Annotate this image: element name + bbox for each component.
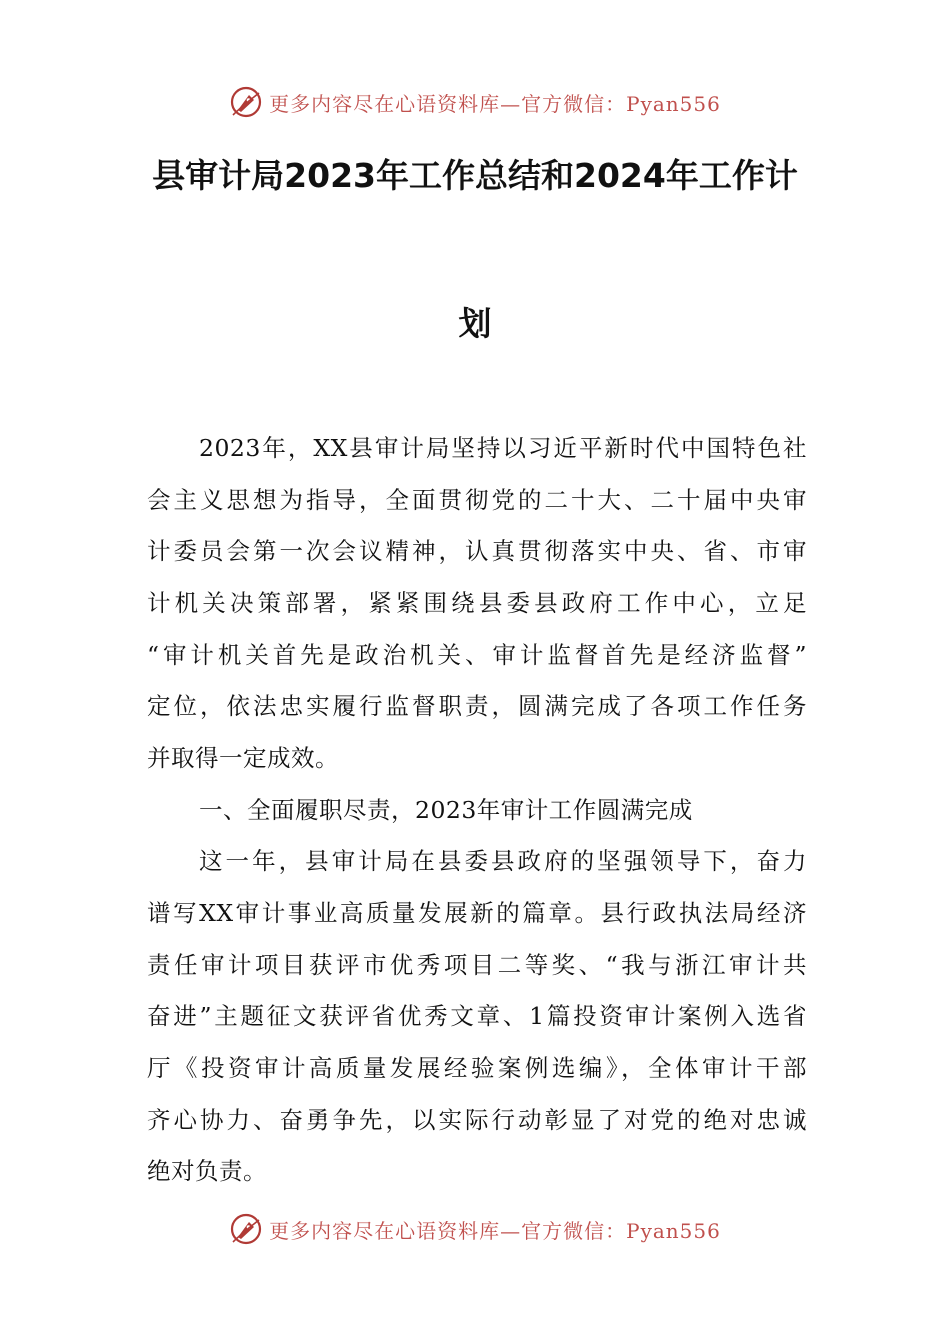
pen-nib-logo-icon xyxy=(229,1212,263,1246)
header-banner-text: 更多内容尽在心语资料库—官方微信：Pyan556 xyxy=(269,91,721,116)
body-line: 2023年，XX县审计局坚持以习近平新时代中国特色社 xyxy=(199,434,807,462)
body-line: 厅《投资审计高质量发展经验案例选编》，全体审计干部 xyxy=(147,1054,807,1082)
body-line: 谱写XX审计事业高质量发展新的篇章。县行政执法局经济 xyxy=(147,899,807,927)
body-line: “审计机关首先是政治机关、审计监督首先是经济监督” xyxy=(147,641,807,669)
header-banner xyxy=(0,82,950,122)
document-title-line-1: 县审计局2023年工作总结和2024年工作计 xyxy=(152,156,798,195)
document-title-line-2: 划 xyxy=(458,304,492,343)
body-line: 计机关决策部署，紧紧围绕县委县政府工作中心，立足 xyxy=(147,589,807,617)
body-line: 奋进”主题征文获评省优秀文章、1篇投资审计案例入选省 xyxy=(147,1002,807,1030)
body-line: 这一年，县审计局在县委县政府的坚强领导下，奋力 xyxy=(199,847,807,875)
section-heading: 一、全面履职尽责，2023年审计工作圆满完成 xyxy=(199,796,693,824)
body-line: 并取得一定成效。 xyxy=(147,744,339,772)
body-line: 齐心协力、奋勇争先，以实际行动彰显了对党的绝对忠诚 xyxy=(147,1106,807,1134)
body-line: 定位，依法忠实履行监督职责，圆满完成了各项工作任务 xyxy=(147,692,807,720)
body-line: 计委员会第一次会议精神，认真贯彻落实中央、省、市审 xyxy=(147,537,807,565)
body-line: 绝对负责。 xyxy=(147,1157,267,1185)
body-line: 责任审计项目获评市优秀项目二等奖、“我与浙江审计共 xyxy=(147,951,807,979)
footer-banner-text: 更多内容尽在心语资料库—官方微信：Pyan556 xyxy=(269,1218,721,1243)
footer-banner xyxy=(0,1209,950,1249)
body-line: 会主义思想为指导，全面贯彻党的二十大、二十届中央审 xyxy=(147,486,807,514)
pen-nib-logo-icon xyxy=(229,85,263,119)
